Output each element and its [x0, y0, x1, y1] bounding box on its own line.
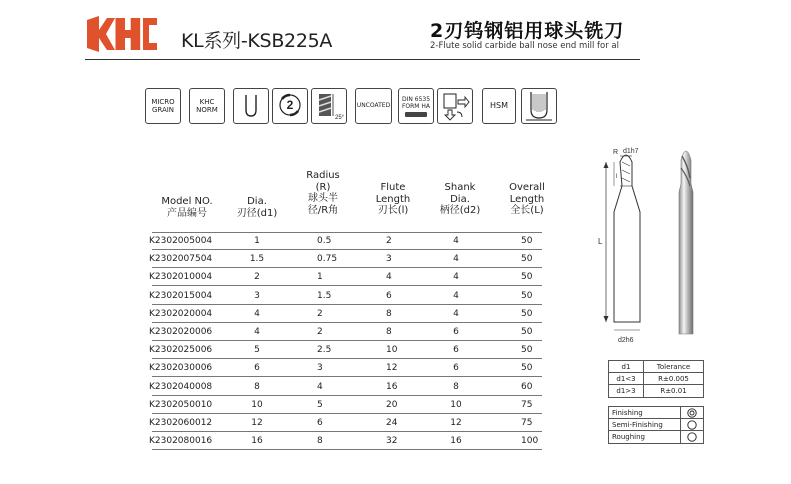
- two-flute-icon: [277, 91, 303, 121]
- ball-profile-badge: [521, 88, 557, 124]
- cell-flute: 8: [386, 327, 392, 337]
- cell-flute: 16: [386, 381, 398, 392]
- finishing-legend: [608, 406, 704, 444]
- micro-grain-badge: MICRO GRAIN: [145, 88, 181, 124]
- helix-icon: [313, 90, 345, 122]
- cell-model: K2302015004: [149, 290, 213, 301]
- helix-angle-badge: [311, 88, 347, 124]
- cell-flute: 8: [386, 308, 392, 319]
- cell-overall: 75: [521, 418, 533, 428]
- svg-text:L: L: [598, 237, 603, 246]
- cell-overall: 50: [521, 327, 533, 337]
- uncoated-badge: UNCOATED: [355, 88, 392, 124]
- cell-shank: 6: [453, 363, 459, 374]
- cell-dia: 2: [254, 272, 260, 283]
- table-row: [149, 287, 542, 305]
- tolerance-table: [608, 360, 704, 398]
- cell-radius: 1: [317, 272, 323, 283]
- semi-finishing-row: Semi-Finishing: [609, 419, 703, 431]
- cell-overall: 50: [521, 363, 533, 374]
- u-shape-icon: [241, 93, 261, 119]
- hsm-badge: HSM: [482, 88, 516, 124]
- cell-overall: 50: [521, 236, 533, 246]
- khc-logo: [85, 12, 158, 56]
- khc-norm-badge: KHC NORM: [189, 88, 225, 124]
- series-name: KL系列-KSB225A: [181, 30, 333, 52]
- cell-flute: 4: [386, 272, 392, 283]
- end-mill-drawing: [594, 142, 714, 347]
- cell-model: K2302010004: [149, 272, 213, 283]
- cell-overall: 50: [521, 254, 533, 265]
- cell-dia: 5: [254, 345, 260, 356]
- cell-shank: 12: [450, 418, 462, 428]
- cutting-direction-badge: [437, 88, 473, 124]
- col-header-radius: Radius (R) 球头半 径/R角: [306, 170, 340, 216]
- cell-dia: 16: [251, 436, 263, 447]
- cell-flute: 10: [386, 345, 398, 356]
- cell-shank: 4: [453, 272, 459, 283]
- finishing-row: Finishing: [609, 407, 703, 419]
- double-circle-icon: [687, 408, 697, 418]
- cell-flute: 32: [386, 436, 398, 447]
- shank-icon: [405, 112, 427, 117]
- cell-radius: 0.75: [317, 254, 338, 265]
- col-header-shank: Shank Dia. 柄径(d2): [439, 182, 481, 216]
- cell-dia: 12: [251, 418, 263, 428]
- svg-text:d1h7: d1h7: [623, 148, 639, 155]
- cell-shank: 4: [453, 308, 459, 319]
- cell-model: K2302020006: [149, 327, 213, 337]
- cell-radius: 2.5: [317, 345, 332, 356]
- cell-overall: 50: [521, 345, 533, 356]
- cell-flute: 12: [386, 363, 398, 374]
- cell-flute: 20: [386, 399, 398, 410]
- svg-text:2: 2: [286, 98, 294, 112]
- cell-model: K2302007504: [149, 254, 213, 265]
- svg-text:d2h6: d2h6: [618, 337, 634, 344]
- cell-radius: 8: [317, 436, 323, 447]
- cell-dia: 1.5: [249, 254, 265, 265]
- cell-flute: 3: [386, 254, 392, 265]
- cell-overall: 50: [521, 290, 533, 301]
- cell-radius: 1.5: [317, 290, 332, 301]
- svg-text:25°: 25°: [335, 115, 345, 121]
- cell-shank: 4: [453, 254, 459, 265]
- roughing-row: Roughing: [609, 431, 703, 443]
- table-row: [149, 268, 542, 286]
- product-title-cn: 2刃钨钢铝用球头铣刀: [430, 20, 625, 42]
- cell-model: K2302060012: [149, 418, 213, 428]
- cell-radius: 4: [317, 381, 323, 392]
- cell-model: K2302040008: [149, 381, 213, 392]
- cell-shank: 16: [450, 436, 462, 447]
- cell-dia: 4: [254, 308, 260, 319]
- col-header-model: Model NO. 产品编号: [161, 196, 213, 219]
- circle-icon: [687, 420, 697, 430]
- ball-shape-badge: [233, 88, 269, 124]
- cell-shank: 10: [450, 399, 462, 410]
- cell-dia: 3: [254, 290, 260, 301]
- col-header-dia: Dia. 刃径(d1): [236, 196, 278, 219]
- table-row: [149, 414, 542, 432]
- col-header-overall: Overall Length 全长(L): [509, 182, 545, 216]
- cell-shank: 4: [453, 290, 459, 301]
- col-header-flute: Flute Length 刃长(l): [375, 182, 411, 216]
- cell-overall: 50: [521, 272, 533, 283]
- cell-dia: 4: [254, 327, 260, 337]
- din-6535-badge: DIN 6535 FORM HA: [398, 88, 434, 124]
- cell-overall: 50: [521, 308, 533, 319]
- cell-model: K2302080016: [149, 436, 213, 447]
- ball-profile-icon: [524, 90, 554, 122]
- cell-overall: 100: [521, 436, 539, 447]
- table-row: [149, 396, 542, 414]
- table-row: [149, 323, 542, 341]
- cell-flute: 2: [386, 236, 392, 246]
- product-title-en: 2-Flute solid carbide ball nose end mill for al: [430, 41, 620, 51]
- two-flute-badge: [272, 88, 308, 124]
- table-row: [149, 341, 542, 359]
- cell-shank: 6: [453, 345, 459, 356]
- tolerance-header: d1 Tolerance: [609, 361, 703, 373]
- tolerance-row: d1>3 R±0.01: [609, 385, 703, 397]
- cell-model: K2302025006: [149, 345, 213, 356]
- cell-radius: 3: [317, 363, 323, 374]
- cell-flute: 24: [386, 418, 398, 428]
- table-row: [149, 359, 542, 377]
- cut-direction-icon: [440, 90, 470, 122]
- svg-text:R: R: [613, 149, 619, 156]
- cell-dia: 1: [254, 236, 260, 246]
- cell-model: K2302005004: [149, 236, 213, 246]
- cell-overall: 60: [521, 381, 533, 392]
- table-row: [149, 250, 542, 268]
- cell-radius: 0.5: [317, 236, 332, 246]
- circle-icon: [687, 432, 697, 442]
- table-row: [149, 232, 542, 250]
- table-row: [149, 305, 542, 323]
- cell-shank: 6: [453, 327, 459, 337]
- table-row: [149, 432, 542, 450]
- cell-radius: 2: [317, 308, 323, 319]
- table-row: [149, 378, 542, 396]
- header-divider: [85, 59, 640, 60]
- cell-model: K2302050010: [149, 399, 213, 410]
- cell-shank: 4: [453, 236, 459, 246]
- cell-radius: 2: [317, 327, 323, 337]
- cell-dia: 6: [254, 363, 260, 374]
- cell-dia: 8: [254, 381, 260, 392]
- cell-model: K2302030006: [149, 363, 213, 374]
- cell-shank: 8: [453, 381, 459, 392]
- cell-flute: 6: [386, 290, 392, 301]
- cell-radius: 6: [317, 418, 323, 428]
- cell-dia: 10: [251, 399, 263, 410]
- cell-overall: 75: [521, 399, 533, 410]
- cell-radius: 5: [317, 399, 323, 410]
- tolerance-row: d1<3 R±0.005: [609, 373, 703, 385]
- cell-model: K2302020004: [149, 308, 213, 319]
- svg-text:l: l: [616, 174, 618, 180]
